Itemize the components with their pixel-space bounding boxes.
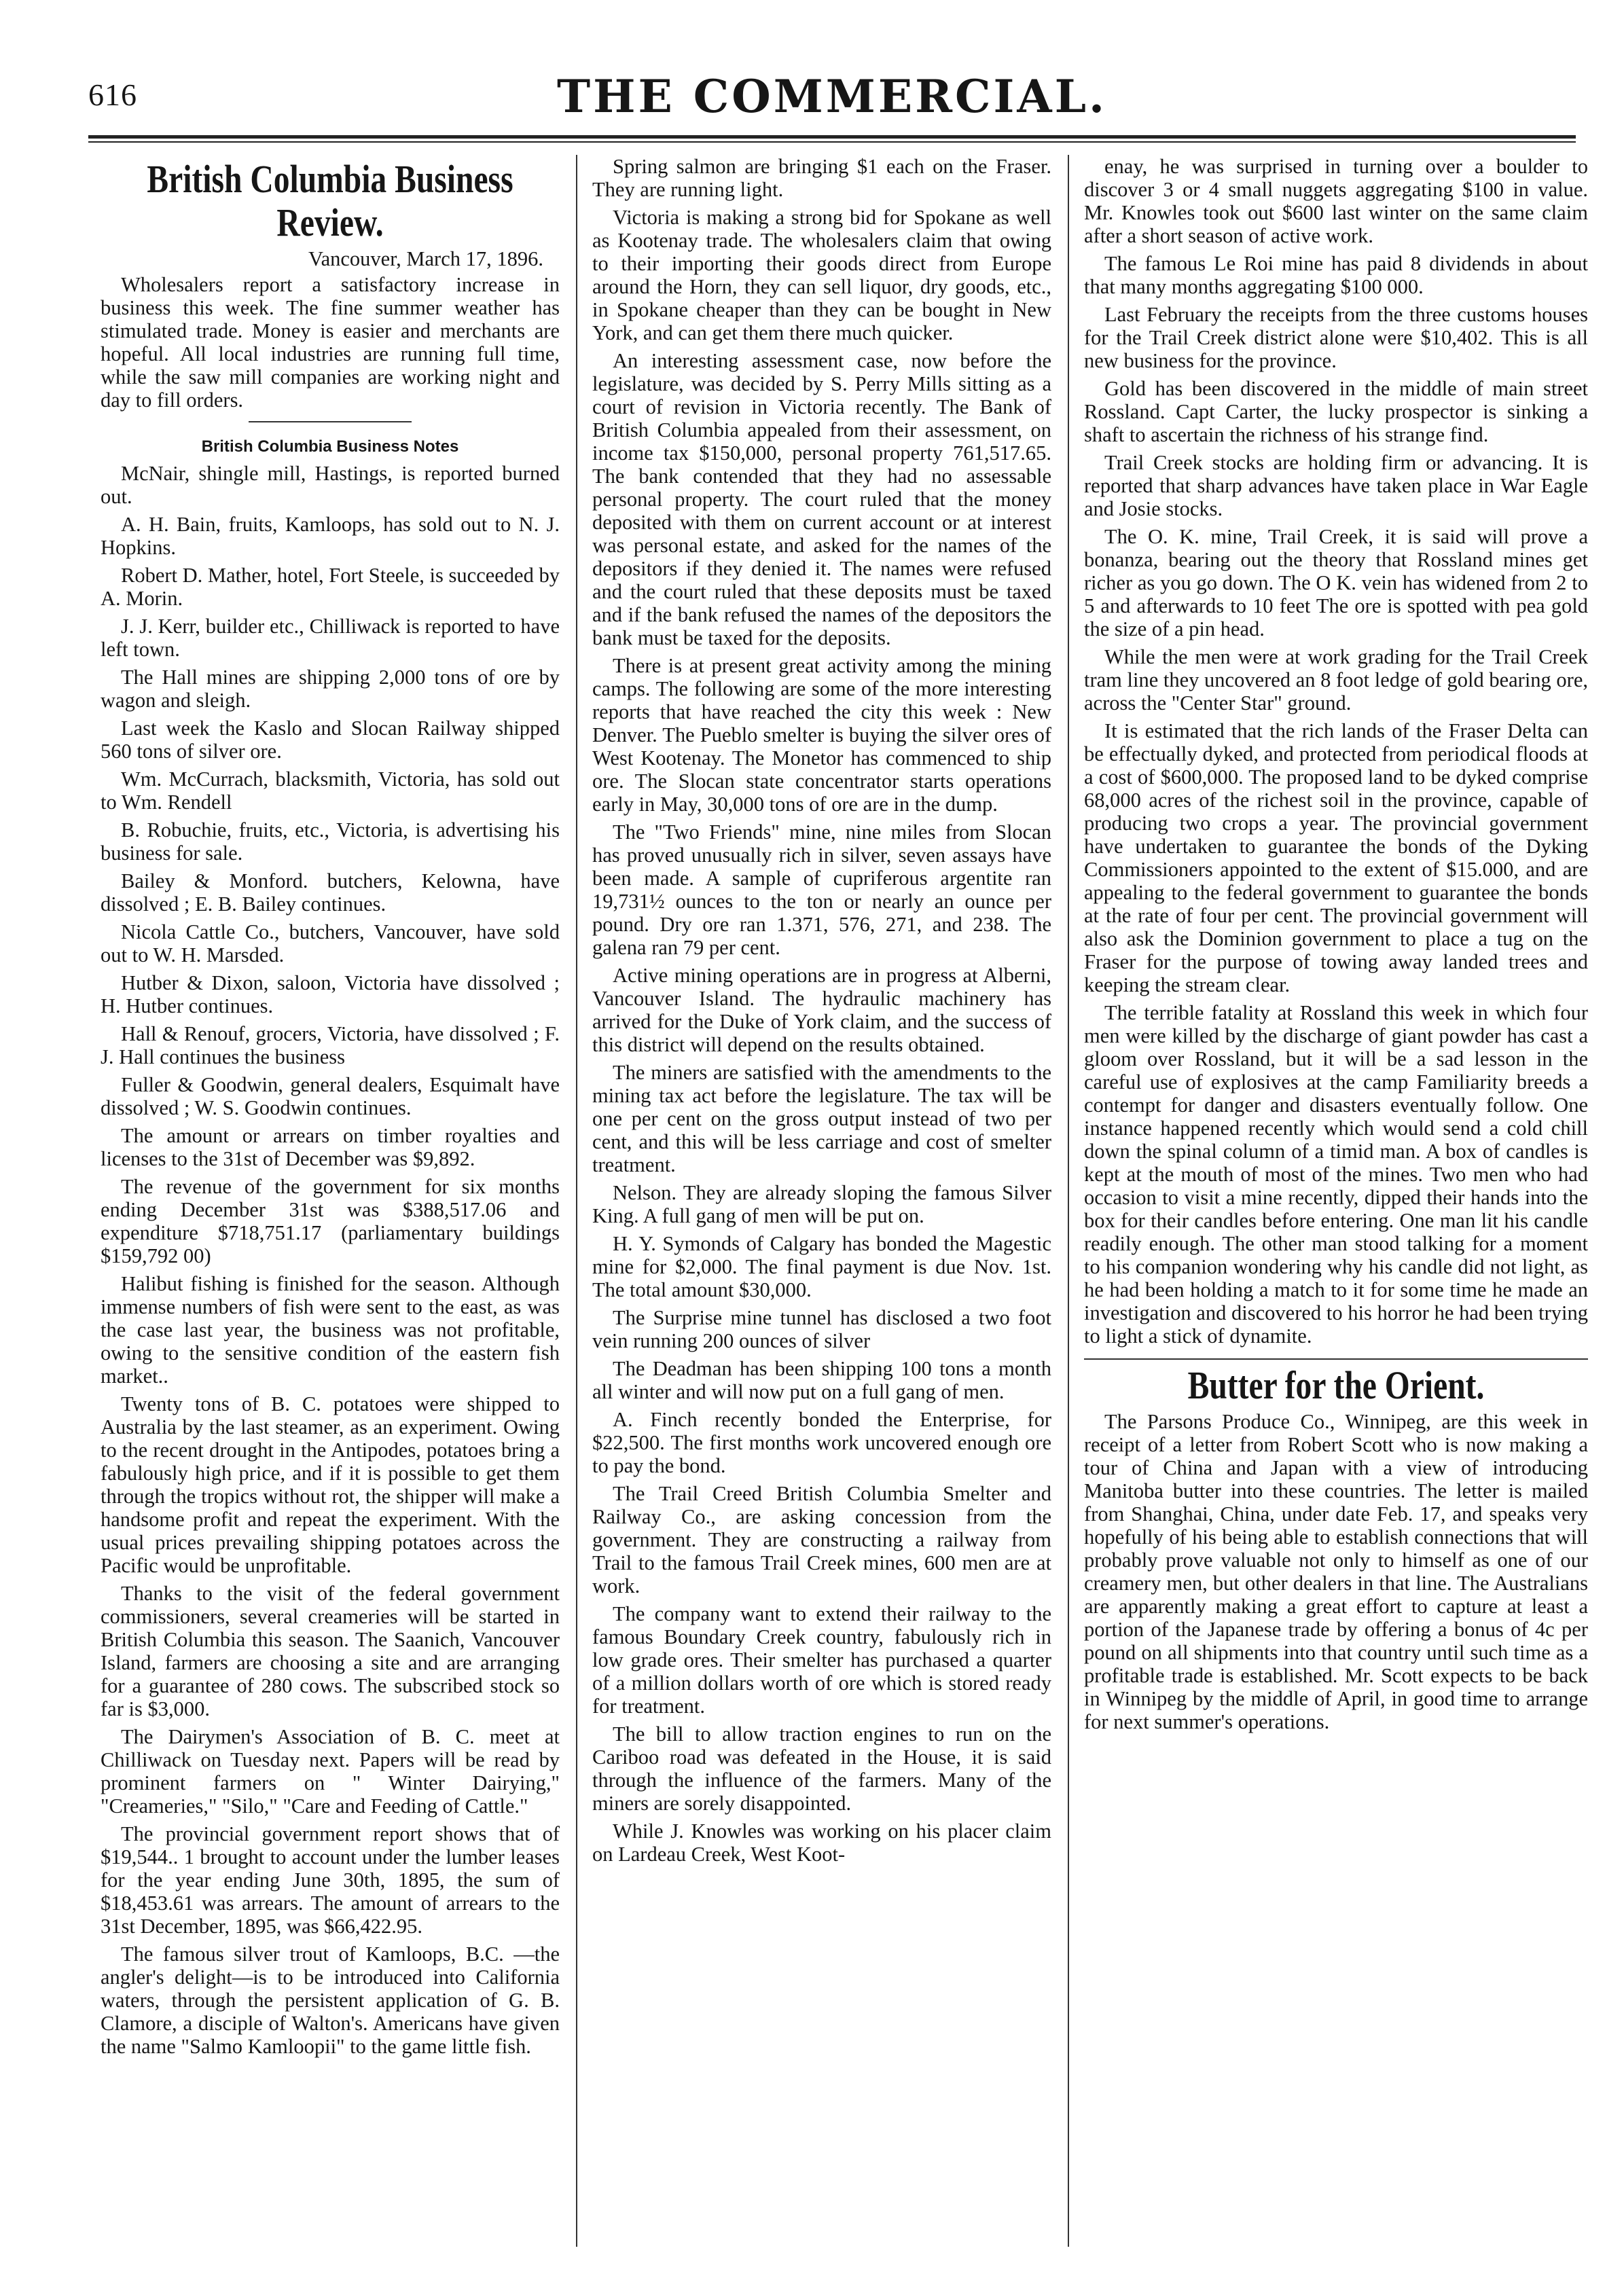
article-columns <box>101 155 1588 2247</box>
article-headline: Butter for the Orient. <box>1187 1363 1485 1407</box>
article-paragraph: Bailey & Monford. butchers, Kelowna, have dissolved ; E. B. Bailey continues. <box>101 869 560 916</box>
article-paragraph: enay, he was surprised in turning over a boulder to discover 3 or 4 small nuggets aggregating $100 in value. Mr. Knowles took out $600 last winter on the same claim after a short season of active work. <box>1084 155 1588 247</box>
article-paragraph: The O. K. mine, Trail Creek, it is said will prove a bonanza, bearing out the theory that Rossland mines get richer as you go down. The O K. vein has widened from 2 to 5 and afterwards to 10 feet The ore is spotted with pea gold the size of a pin head. <box>1084 525 1588 640</box>
article-paragraph: The Dairymen's Association of B. C. meet at Chilliwack on Tuesday next. Papers will be read by prominent farmers on " Winter Dairying," "Creameries," "Silo," "Care and Feeding of Cattle." <box>101 1725 560 1818</box>
section-subhead: British Columbia Business Notes <box>201 437 459 456</box>
article-paragraph: The Parsons Produce Co., Winnipeg, are this week in receipt of a letter from Robert Scott who is now making a tour of China and Japan with a view of introducing Manitoba butter into these countries. The letter is mailed from Shanghai, China, under date Feb. 17, and speaks very hopefully of his being able to establish connections that will probably prove valuable not only to himself as one of our creamery men, but other dealers in that line. The Australians are apparently making a great effort to capture at least a portion of the Japanese trade by offering a bonus of 4c per pound on all shipments into that country until such time as a profitable trade is established. Mr. Scott expects to be back in Winnipeg by the middle of April, in good time to arrange for next summer's operations. <box>1084 1410 1588 1733</box>
article-paragraph: B. Robuchie, fruits, etc., Victoria, is advertising his business for sale. <box>101 818 560 865</box>
article-headline: British Columbia Business Review. <box>147 157 513 245</box>
article-paragraph: The amount or arrears on timber royalties and licenses to the 31st of December was $9,892. <box>101 1124 560 1170</box>
column-2 <box>592 155 1051 2247</box>
article-paragraph: Active mining operations are in progress at Alberni, Vancouver Island. The hydraulic machinery has arrived for the Duke of York claim, and the success of this district will depend on the results obtained. <box>592 964 1051 1056</box>
article-paragraph: Victoria is making a strong bid for Spokane as well as Kootenay trade. The wholesalers claim that owing to their importing their goods direct from Europe around the Horn, they can sell liquor, dry goods, etc., in Spokane cheaper than they can be bought in New York, and can get them there much quicker. <box>592 206 1051 344</box>
article-paragraph: The miners are satisfied with the amendments to the mining tax act before the legislature. The tax will be one per cent on the gross output instead of two per cent, and this will be less carriage and cost of smelter treatment. <box>592 1061 1051 1176</box>
article-dateline: Vancouver, March 17, 1896. <box>308 247 543 270</box>
article-paragraph: While J. Knowles was working on his placer claim on Lardeau Creek, West Koot- <box>592 1820 1051 1866</box>
article-paragraph: While the men were at work grading for the Trail Creek tram line they uncovered an 8 foot ledge of gold bearing ore, across the "Center Star" ground. <box>1084 645 1588 715</box>
article-paragraph: The Trail Creed British Columbia Smelter and Railway Co., are asking concession from the government. They are constructing a railway from Trail to the famous Trail Creek mines, 600 men are at work. <box>592 1482 1051 1597</box>
article-paragraph: Hutber & Dixon, saloon, Victoria have dissolved ; H. Hutber continues. <box>101 971 560 1017</box>
article-paragraph: A. Finch recently bonded the Enterprise, for $22,500. The first months work uncovered enough ore to pay the bond. <box>592 1408 1051 1477</box>
article-paragraph: Gold has been discovered in the middle of main street Rossland. Capt Carter, the lucky prospector is sinking a shaft to ascertain the richness of his strange find. <box>1084 377 1588 446</box>
business-notes-list <box>101 462 560 2058</box>
article-paragraph: The revenue of the government for six months ending December 31st was $388,517.06 and expenditure $718,751.17 (parliamentary buildings $159,792 00) <box>101 1175 560 1267</box>
article-paragraph: An interesting assessment case, now before the legislature, was decided by S. Perry Mills sitting as a court of revision in Victoria recently. The Bank of British Columbia appealed from their assessment, on income tax $150,000, personal property 761,517.65. The bank contended that they had no assessable personal property. The court ruled that the money deposited with them on current account or at interest was personal estate, and asked for the names of the depositors if they denied it. The names were refused and the court ruled that these deposits must be taxed and if the bank refused the names of the depositors the bank must be taxed for the deposits. <box>592 349 1051 649</box>
column-divider <box>1068 155 1069 2247</box>
article-paragraph: Hall & Renouf, grocers, Victoria, have dissolved ; F. J. Hall continues the business <box>101 1022 560 1068</box>
article-paragraph: Spring salmon are bringing $1 each on the Fraser. They are running light. <box>592 155 1051 201</box>
article-paragraph: Thanks to the visit of the federal government commissioners, several creameries will be started in British Columbia this season. The Saanich, Vancouver Island, farmers are choosing a site and are arranging for a guarantee of 280 cows. The subscribed stock so far is $3,000. <box>101 1582 560 1720</box>
page-header <box>88 65 1576 139</box>
article-paragraph: Halibut fishing is finished for the season. Although immense numbers of fish were sent to the east, as was the case last year, the business was not profitable, owing to the sensitive condition of the eastern fish market.. <box>101 1272 560 1388</box>
section-divider <box>1084 1358 1588 1360</box>
article-paragraph: Robert D. Mather, hotel, Fort Steele, is succeeded by A. Morin. <box>101 564 560 610</box>
article-paragraph: The Surprise mine tunnel has disclosed a two foot vein running 200 ounces of silver <box>592 1306 1051 1352</box>
article-paragraph: The Hall mines are shipping 2,000 tons of ore by wagon and sleigh. <box>101 666 560 712</box>
article-paragraph: Last February the receipts from the three customs houses for the Trail Creek district alone were $10,402. This is all new business for the province. <box>1084 303 1588 372</box>
mining-notes-list <box>592 155 1051 1866</box>
article-paragraph: The terrible fatality at Rossland this week in which four men were killed by the discharge of giant powder has cast a gloom over Rossland, but it will be a sad lesson in the careful use of explosives at the camp Familiarity breeds a contempt for danger and disasters eventually follow. One instance happened recently which would send a cold chill down the spinal column of a timid man. A box of candles is kept at the mouth of most of the mines. Two men who had occasion to visit a mine recently, dipped their hands into the box for their candles before entering. One man lit his candle readily enough. The other man stood talking for a moment to his companion wondering why his candle did not light, as he had been holding a match to it for some time he made an investigation and discovered to his horror he had been trying to light a stick of dynamite. <box>1084 1001 1588 1348</box>
article-paragraph: The bill to allow traction engines to run on the Cariboo road was defeated in the House, it is said through the influence of the farmers. Many of the miners are sorely disappointed. <box>592 1722 1051 1815</box>
column-3 <box>1084 155 1588 2247</box>
header-rule <box>88 135 1576 139</box>
article-paragraph: The famous silver trout of Kamloops, B.C. —the angler's delight—is to be introduced into California waters, through the persistent application of G. B. Clamore, a disciple of Walton's. Americans have given the name "Salmo Kamloopii" to the game little fish. <box>101 1942 560 2058</box>
article-paragraph: There is at present great activity among the mining camps. The following are some of the more interesting reports that have reached the city this week : New Denver. The Pueblo smelter is buying the silver ores of West Kootenay. The Monetor has commenced to ship ore. The Slocan state concentrator starts operations early in May, 30,000 tons of ore are in the dump. <box>592 654 1051 816</box>
article-paragraph: The provincial government report shows that of $19,544.. 1 brought to account under the lumber leases for the year ending June 30th, 1895, the sum of $18,453.61 was arrears. The amount of arrears to the 31st December, 1895, was $66,422.95. <box>101 1822 560 1938</box>
header-rule-thin <box>88 141 1576 143</box>
article-paragraph: Trail Creek stocks are holding firm or advancing. It is reported that sharp advances have taken place in War Eagle and Josie stocks. <box>1084 451 1588 520</box>
article-paragraph: The company want to extend their railway to the famous Boundary Creek country, fabulously rich in low grade ores. Their smelter has purchased a quarter of a million dollars worth of ore which is stored ready for treatment. <box>592 1602 1051 1718</box>
page-number: 616 <box>88 77 137 112</box>
article-paragraph: A. H. Bain, fruits, Kamloops, has sold out to N. J. Hopkins. <box>101 513 560 559</box>
article-paragraph: H. Y. Symonds of Calgary has bonded the Magestic mine for $2,000. The final payment is due Nov. 1st. The total amount $30,000. <box>592 1232 1051 1301</box>
article-paragraph: McNair, shingle mill, Hastings, is reported burned out. <box>101 462 560 508</box>
masthead-title: THE COMMERCIAL. <box>556 70 1108 123</box>
column-divider <box>576 155 577 2247</box>
article-paragraph: Nelson. They are already sloping the famous Silver King. A full gang of men will be put on. <box>592 1181 1051 1227</box>
article-paragraph: Fuller & Goodwin, general dealers, Esquimalt have dissolved ; W. S. Goodwin continues. <box>101 1073 560 1119</box>
article-paragraph: Nicola Cattle Co., butchers, Vancouver, have sold out to W. H. Marsded. <box>101 920 560 966</box>
article-paragraph: Wm. McCurrach, blacksmith, Victoria, has sold out to Wm. Rendell <box>101 767 560 814</box>
article-paragraph: Wholesalers report a satisfactory increase in business this week. The fine summer weather has stimulated trade. Money is easier and merchants are hopeful. All local industries are running full time, while the saw mill companies are working night and day to fill orders. <box>101 273 560 412</box>
section-divider <box>249 421 412 422</box>
article-paragraph: The famous Le Roi mine has paid 8 dividends in about that many months aggregating $100 000. <box>1084 252 1588 298</box>
article-paragraph: The "Two Friends" mine, nine miles from Slocan has proved unusually rich in silver, seven assays have been made. A sample of cupriferous argentite ran 19,731½ ounces to the ton or nearly an ounce per pound. Dry ore ran 1.371, 576, 271, and 238. The galena ran 79 per cent. <box>592 820 1051 959</box>
mining-notes-continued <box>1084 155 1588 1348</box>
article-paragraph: It is estimated that the rich lands of the Fraser Delta can be effectually dyked, and protected from periodical floods at a cost of $600,000. The proposed land to be dyked comprise 68,000 acres of the richest soil in the province, capable of producing two crops a year. The provincial government have undertaken to guarantee the bonds of the Dyking Commissioners appointed to the extent of $15.000, and are appealing to the federal government to guarantee the bonds at the rate of four per cent. The provincial government will also ask the Dominion government to place a tug on the Fraser for the purpose of towing away landed trees and keeping the stream clear. <box>1084 719 1588 996</box>
article-paragraph: J. J. Kerr, builder etc., Chilliwack is reported to have left town. <box>101 615 560 661</box>
article-paragraph: Last week the Kaslo and Slocan Railway shipped 560 tons of silver ore. <box>101 717 560 763</box>
butter-article <box>1084 1410 1588 1733</box>
column-1 <box>101 155 560 2247</box>
article-paragraph: The Deadman has been shipping 100 tons a month all winter and will now put on a full gang of men. <box>592 1357 1051 1403</box>
article-paragraph: Twenty tons of B. C. potatoes were shipped to Australia by the last steamer, as an experiment. Owing to the recent drought in the Antipodes, potatoes bring a fabulously high price, and if it is possible to get them through the tropics without rot, the shipper will make a handsome profit and repeat the experiment. With the usual prices prevailing shipping potatoes across the Pacific would be unprofitable. <box>101 1392 560 1577</box>
